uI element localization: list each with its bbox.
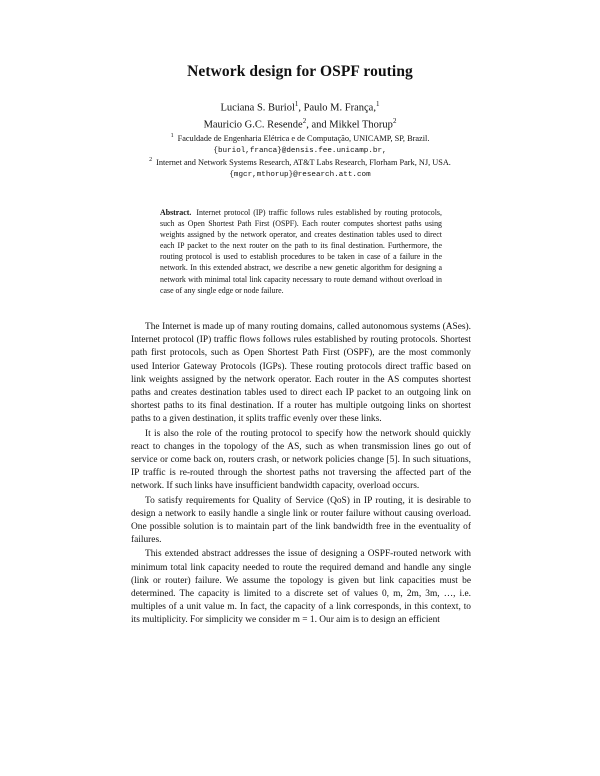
author-name: , Paulo M. França, — [298, 102, 376, 114]
body-text — [131, 321, 471, 629]
affiliation-number: 2 — [149, 157, 153, 163]
abstract-label: Abstract. — [160, 208, 192, 217]
affiliation-email: {buriol,franca}@densis.fee.unicamp.br, — [213, 146, 387, 155]
affiliation-1 — [0, 130, 600, 157]
author-affil-mark: 1 — [375, 100, 380, 108]
author-name: Luciana S. Buriol — [220, 102, 295, 114]
abstract-text: Internet protocol (IP) traffic follows rules established by routing protocols, such as Open Shortest Path First (OSPF). Each router computes shortest paths using weights assigned by the network operator, and creates destination tables used to direct each IP packet to the next router on the path to its final destination. Furthermore, the routing protocol is used to establish procedures to be taken in case of a failure in the network. In this extended abstract, we describe a new genetic algorithm for designing a network with minimal total link capacity necessary to route demand without overload in case of any single edge or node failure. — [160, 208, 442, 295]
author-list — [0, 98, 600, 131]
affiliation-email: {mgcr,mthorup}@research.att.com — [229, 170, 371, 179]
author-name: Mauricio G.C. Resende — [203, 119, 303, 130]
paragraph: To satisfy requirements for Quality of Service (QoS) in IP routing, it is desirable to design a network to easily handle a single link or router failure without causing overload. One possible solution is to maintain part of the link bandwidth free in the eventuality of failures. — [131, 495, 471, 546]
author-affil-mark: 1 — [294, 100, 299, 108]
paragraph: It is also the role of the routing protocol to specify how the network should quickly react to changes in the topology of the AS, such as when transmission lines go out of service or come back on, routers crash, or network policies change [5]. In such situations, IP traffic is re-routed through the shortest paths not traversing the affected part of the network. If such links have insufficient bandwidth capacity, overload occurs. — [131, 428, 471, 492]
affiliation-name: $^1$ Faculdade de Engenharia Elétrica e de Computação, UNICAMP, SP, Brazil. — [170, 133, 430, 143]
paper-title: Network design for OSPF routing — [187, 63, 413, 80]
author-name: , and Mikkel Thorup — [306, 119, 393, 130]
author-affil-mark: 2 — [302, 116, 307, 125]
abstract — [160, 207, 442, 296]
affiliation-2 — [0, 154, 600, 181]
affiliation-name: $^2$ Internet and Network Systems Research, AT&T Labs Research, Florham Park, NJ, USA. — [149, 157, 451, 167]
affiliation-number: 1 — [170, 133, 174, 139]
author-affil-mark: 2 — [392, 116, 397, 125]
author-line-2 — [0, 115, 600, 132]
paragraph: The Internet is made up of many routing domains, called autonomous systems (ASes). Internet protocol (IP) traffic flows follows rules established by routing protocols. Shortest path first protocols, such as Open Shortest Path First (OSPF), are the most commonly used Interior Gateway Protocols (IGPs). These routing protocols direct traffic based on link weights assigned by the network operator. Each router in the AS computes shortest paths and creates destination tables used to direct each IP packet to an outgoing link on shortest paths to its final destination. If a router has multiple outgoing links on shortest paths to a given destination, it splits traffic evenly over these links. — [131, 322, 471, 425]
author-line-1 — [0, 98, 600, 115]
paragraph: This extended abstract addresses the issue of designing a OSPF-routed network with minimum total link capacity needed to route the required demand and handle any single (link or router) failure. We assume the topology is given but link capacities must be determined. The capacity is limited to a discrete set of values 0, m, 2m, 3m, …, i.e. multiples of a unit value m. In fact, the capacity of a link corresponds, in this context, to its multiplicity. For simplicity we consider m = 1. Our aim is to design an efficient — [131, 549, 471, 626]
